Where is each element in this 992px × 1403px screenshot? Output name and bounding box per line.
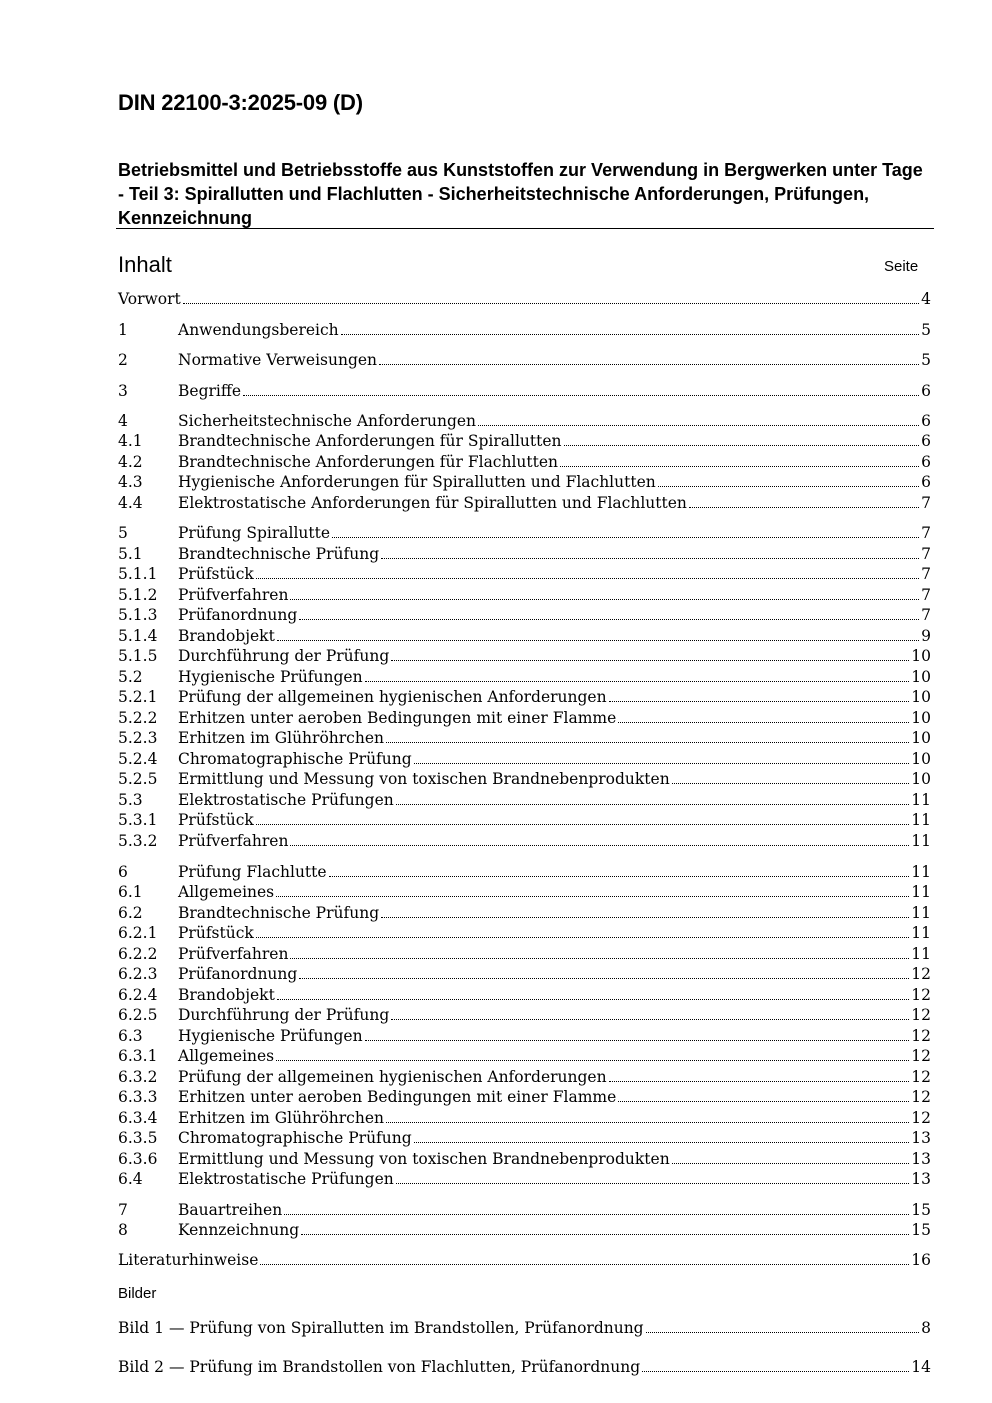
toc-page-column-label: Seite [884,258,919,275]
toc-entry[interactable] [118,687,931,707]
toc-entry-title: Prüfstück [178,924,254,942]
toc-entry[interactable] [118,626,931,646]
toc-entry-number: 1 [118,321,128,339]
toc-entry-page: 6 [921,473,931,491]
toc-entry-page: 13 [911,1129,931,1147]
dot-leader [560,466,919,467]
toc-entry-title: Prüfung Flachlutte [178,863,327,881]
dot-leader [284,1214,909,1215]
toc-entry-number: 6.3 [118,1027,143,1045]
toc-entry-number: 4.3 [118,473,143,491]
toc-entry-page: 12 [911,986,931,1004]
toc-entry[interactable] [118,882,931,902]
toc-entry-page: 10 [911,729,931,747]
toc-entry[interactable] [118,1005,931,1025]
toc-entry-number: 8 [118,1221,128,1239]
dot-leader [658,486,919,487]
toc-entry-page: 6 [921,453,931,471]
figures-heading: Bilder [118,1285,157,1302]
toc-entry-title: Hygienische Prüfungen [178,668,363,686]
dot-leader [341,334,919,335]
document-subtitle: Betriebsmittel und Betriebsstoffe aus Kunststoffen zur Verwendung in Bergwerken unter Tage - Teil 3: Spirallutten und Flachlutten - Sicherheitstechnische Anforderungen, Prüfungen, Kennzeichnung [118,160,923,228]
toc-entry-number: 6.3.4 [118,1109,158,1127]
toc-entry-page: 7 [921,545,931,563]
dot-leader [414,1142,910,1143]
toc-entry[interactable] [118,810,931,830]
toc-entry[interactable] [118,523,931,543]
toc-entry-title: Brandobjekt [178,986,275,1004]
toc-entry[interactable] [118,1220,931,1240]
dot-leader [386,1122,909,1123]
toc-entry-title: Prüfverfahren [178,832,289,850]
toc-entry-page: 12 [911,1109,931,1127]
toc-entry[interactable] [118,708,931,728]
toc-entry-title: Prüfstück [178,565,254,583]
toc-entry-page: 16 [911,1251,931,1269]
toc-entry[interactable] [118,564,931,584]
toc-entry[interactable] [118,964,931,984]
toc-entry-number: 5.3 [118,791,143,809]
toc-entry-page: 11 [911,832,931,850]
toc-entry-page: 11 [911,791,931,809]
toc-entry[interactable] [118,903,931,923]
toc-entry-page: 5 [921,351,931,369]
toc-entry[interactable] [118,862,931,882]
toc-entry-page: 12 [911,1047,931,1065]
dot-leader [260,1264,909,1265]
toc-entry-number: 5.1.3 [118,606,158,624]
dot-leader [414,763,910,764]
toc-entry[interactable] [118,728,931,748]
toc-entry-number: 6.3.2 [118,1068,158,1086]
toc-entry-number: 6.2.1 [118,924,158,942]
toc-entry-number: 6.1 [118,883,143,901]
toc-entry-title: Chromatographische Prüfung [178,1129,412,1147]
toc-entry-page: 7 [921,586,931,604]
toc-entry-number: 5.2.3 [118,729,158,747]
dot-leader [329,876,910,877]
toc-entry-number: 4.4 [118,494,143,512]
toc-entry-page: 11 [911,924,931,942]
dot-leader [642,1371,909,1372]
toc-entry-page: 6 [921,432,931,450]
toc-entry-number: 6.2.2 [118,945,158,963]
toc-entry-number: 6.3.6 [118,1150,158,1168]
toc-entry-title: Begriffe [178,382,242,400]
toc-entry-title: Bauartreihen [178,1201,283,1219]
toc-entry[interactable] [118,585,931,605]
toc-entry[interactable] [118,1026,931,1046]
toc-entry-title: Bild 2 — Prüfung im Brandstollen von Flachlutten, Prüfanordnung [118,1358,641,1376]
toc-entry-number: 4 [118,412,128,430]
toc-entry[interactable] [118,944,931,964]
toc-entry[interactable] [118,1108,931,1128]
toc-entry[interactable] [118,320,931,340]
toc-entry-title: Durchführung der Prüfung [178,647,390,665]
toc-entry-page: 10 [911,647,931,665]
toc-entry-title: Normative Verweisungen [178,351,378,369]
dot-leader [478,425,919,426]
toc-entry-page: 10 [911,709,931,727]
toc-entry-title: Literaturhinweise [118,1251,259,1269]
dot-leader [689,507,919,508]
document-title: DIN 22100-3:2025-09 (D) [118,90,363,115]
toc-entry[interactable] [118,289,931,309]
dot-leader [672,783,910,784]
dot-leader [256,578,919,579]
toc-entry[interactable] [118,831,931,851]
toc-entry-page: 11 [911,904,931,922]
toc-entry-title: Hygienische Anforderungen für Spirallutten und Flachlutten [178,473,656,491]
toc-entry-page: 13 [911,1150,931,1168]
toc-entry-title: Ermittlung und Messung von toxischen Brandnebenprodukten [178,770,670,788]
toc-entry-title: Prüfung der allgemeinen hygienischen Anforderungen [178,688,607,706]
toc-entry[interactable] [118,1169,931,1189]
toc-entry-page: 12 [911,1088,931,1106]
toc-entry-number: 5.1.4 [118,627,158,645]
toc-entry-number: 6.3.1 [118,1047,158,1065]
toc-entry-page: 11 [911,811,931,829]
toc-entry-number: 6.4 [118,1170,143,1188]
toc-entry-page: 11 [911,863,931,881]
dot-leader [381,917,909,918]
toc-entry-title: Ermittlung und Messung von toxischen Brandnebenprodukten [178,1150,670,1168]
toc-entry-page: 11 [911,945,931,963]
toc-entry-page: 12 [911,1006,931,1024]
toc-entry[interactable] [118,985,931,1005]
toc-entry-page: 11 [911,883,931,901]
dot-leader [243,395,919,396]
toc-entry-title: Prüfung der allgemeinen hygienischen Anforderungen [178,1068,607,1086]
toc-entry-title: Sicherheitstechnische Anforderungen [178,412,477,430]
dot-leader [332,537,919,538]
toc-entry[interactable] [118,749,931,769]
toc-entry-title: Durchführung der Prüfung [178,1006,390,1024]
toc-entry-title: Prüfung Spirallutte [178,524,331,542]
dot-leader [646,1332,920,1333]
toc-entry-title: Erhitzen unter aeroben Bedingungen mit einer Flamme [178,1088,617,1106]
toc-entry-number: 5.1.5 [118,647,158,665]
toc-entry-number: 5.2.5 [118,770,158,788]
toc-entry-title: Allgemeines [178,1047,275,1065]
toc-entry[interactable] [118,452,931,472]
dot-leader [618,1101,909,1102]
toc-entry[interactable] [118,790,931,810]
dot-leader [299,978,909,979]
toc-entry-title: Bild 1 — Prüfung von Spirallutten im Brandstollen, Prüfanordnung [118,1319,644,1337]
toc-entry-page: 7 [921,565,931,583]
toc-entry-page: 6 [921,412,931,430]
toc-entry-number: 2 [118,351,128,369]
toc-entry[interactable] [118,1149,931,1169]
dot-leader [564,445,920,446]
toc-entry-number: 5.2.4 [118,750,158,768]
dot-leader [290,958,909,959]
toc-entry-title: Brandtechnische Anforderungen für Spirallutten [178,432,562,450]
toc-entry[interactable] [118,544,931,564]
toc-entry-number: 6.2.5 [118,1006,158,1024]
dot-leader [276,896,909,897]
dot-leader [256,937,909,938]
dot-leader [365,1040,910,1041]
toc-entry-title: Elektrostatische Anforderungen für Spirallutten und Flachlutten [178,494,687,512]
toc-entry-number: 3 [118,382,128,400]
toc-entry-title: Prüfstück [178,811,254,829]
toc-entry-page: 12 [911,1027,931,1045]
dot-leader [609,701,910,702]
toc-entry-page: 10 [911,668,931,686]
toc-entry-title: Brandtechnische Anforderungen für Flachlutten [178,453,559,471]
toc-entry-title: Hygienische Prüfungen [178,1027,363,1045]
toc-entry-title: Erhitzen im Glühröhrchen [178,729,384,747]
toc-entry-page: 10 [911,770,931,788]
toc-entry-title: Prüfanordnung [178,606,298,624]
toc-entry-title: Elektrostatische Prüfungen [178,1170,394,1188]
toc-entry-number: 5.2 [118,668,143,686]
toc-entry-number: 6 [118,863,128,881]
toc-entry[interactable] [118,1087,931,1107]
dot-leader [391,1019,909,1020]
toc-entry-title: Kennzeichnung [178,1221,300,1239]
toc-entry-title: Prüfanordnung [178,965,298,983]
toc-entry[interactable] [118,1067,931,1087]
toc-entry[interactable] [118,1128,931,1148]
toc-entry-number: 5.1.1 [118,565,158,583]
toc-entry-number: 5 [118,524,128,542]
toc-entry-title: Brandobjekt [178,627,275,645]
toc-entry[interactable] [118,605,931,625]
dot-leader [256,824,909,825]
toc-entry-number: 6.2.4 [118,986,158,1004]
toc-entry-number: 5.2.2 [118,709,158,727]
dot-leader [609,1081,910,1082]
figure-entry[interactable] [118,1357,931,1377]
toc-entry-page: 9 [921,627,931,645]
dot-leader [290,845,909,846]
dot-leader [301,1234,909,1235]
dot-leader [365,681,910,682]
toc-entry-title: Elektrostatische Prüfungen [178,791,394,809]
dot-leader [277,999,909,1000]
toc-entry-number: 5.1.2 [118,586,158,604]
toc-entry-title: Prüfverfahren [178,586,289,604]
toc-entry[interactable] [118,1200,931,1220]
dot-leader [276,1060,909,1061]
dot-leader [290,599,919,600]
dot-leader [391,660,909,661]
toc-entry-page: 10 [911,688,931,706]
toc-entry-number: 5.1 [118,545,143,563]
toc-entry[interactable] [118,381,931,401]
toc-entry-number: 5.3.1 [118,811,158,829]
toc-entry-title: Chromatographische Prüfung [178,750,412,768]
toc-entry[interactable] [118,646,931,666]
toc-entry-page: 4 [921,290,931,308]
toc-entry-page: 7 [921,606,931,624]
dot-leader [672,1163,910,1164]
toc-entry-page: 15 [911,1221,931,1239]
toc-entry[interactable] [118,923,931,943]
toc-entry-title: Brandtechnische Prüfung [178,904,380,922]
dot-leader [299,619,919,620]
dot-leader [386,742,909,743]
toc-entry-page: 7 [921,524,931,542]
toc-entry-number: 6.2.3 [118,965,158,983]
toc-entry-number: 7 [118,1201,128,1219]
toc-entry[interactable] [118,472,931,492]
dot-leader [379,364,919,365]
toc-entry-number: 6.2 [118,904,143,922]
toc-entry-number: 6.3.3 [118,1088,158,1106]
toc-entry-number: 4.2 [118,453,143,471]
toc-entry-page: 12 [911,965,931,983]
toc-entry[interactable] [118,350,931,370]
title-divider [116,228,934,229]
toc-entry-page: 7 [921,494,931,512]
toc-entry-title: Allgemeines [178,883,275,901]
toc-entry[interactable] [118,493,931,513]
toc-entry[interactable] [118,1250,931,1270]
toc-entry-number: 4.1 [118,432,143,450]
toc-entry[interactable] [118,667,931,687]
dot-leader [381,558,919,559]
toc-entry-title: Erhitzen im Glühröhrchen [178,1109,384,1127]
toc-entry-title: Prüfverfahren [178,945,289,963]
toc-entry-page: 6 [921,382,931,400]
toc-entry[interactable] [118,431,931,451]
dot-leader [183,303,919,304]
figure-entry[interactable] [118,1318,931,1338]
toc-entry-title: Brandtechnische Prüfung [178,545,380,563]
toc-entry-page: 8 [921,1319,931,1337]
toc-entry[interactable] [118,411,931,431]
toc-entry[interactable] [118,769,931,789]
toc-entry-title: Vorwort [118,290,181,308]
toc-entry[interactable] [118,1046,931,1066]
toc-entry-number: 5.3.2 [118,832,158,850]
dot-leader [396,1183,910,1184]
toc-entry-title: Anwendungsbereich [178,321,339,339]
toc-entry-page: 5 [921,321,931,339]
toc-heading: Inhalt [118,252,172,277]
toc-entry-number: 6.3.5 [118,1129,158,1147]
toc-entry-page: 10 [911,750,931,768]
dot-leader [618,722,909,723]
toc-entry-title: Erhitzen unter aeroben Bedingungen mit einer Flamme [178,709,617,727]
dot-leader [396,804,910,805]
toc-entry-page: 15 [911,1201,931,1219]
toc-entry-number: 5.2.1 [118,688,158,706]
toc-entry-page: 12 [911,1068,931,1086]
dot-leader [277,640,919,641]
toc-entry-page: 13 [911,1170,931,1188]
toc-entry-page: 14 [911,1358,931,1376]
